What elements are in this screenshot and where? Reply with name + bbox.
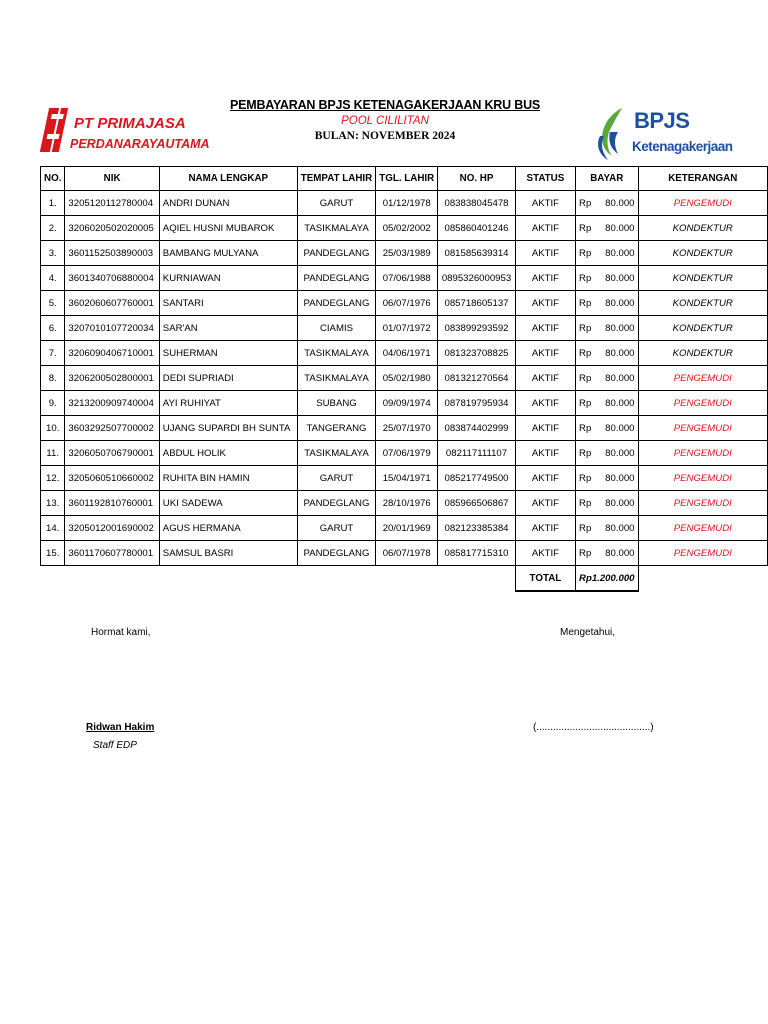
row-currency: Rp <box>579 547 592 559</box>
row-birthplace: TASIKMALAYA <box>297 366 375 391</box>
row-birthdate: 15/04/1971 <box>376 466 438 491</box>
row-nik: 3601340706880004 <box>65 266 159 291</box>
row-number: 6. <box>41 316 65 341</box>
row-name: DEDI SUPRIADI <box>159 366 297 391</box>
row-birthplace: CIAMIS <box>297 316 375 341</box>
row-number: 11. <box>41 441 65 466</box>
row-number: 4. <box>41 266 65 291</box>
signer-name: Ridwan Hakim <box>86 722 155 733</box>
col-header-birthdate: TGL. LAHIR <box>376 167 438 191</box>
row-payment <box>576 441 638 466</box>
row-birthplace: TASIKMALAYA <box>297 216 375 241</box>
row-amount: 80.000 <box>605 272 635 284</box>
row-amount: 80.000 <box>605 447 635 459</box>
row-currency: Rp <box>579 372 592 384</box>
row-status: AKTIF <box>515 366 575 391</box>
row-birthplace: PANDEGLANG <box>297 266 375 291</box>
row-status: AKTIF <box>515 416 575 441</box>
company-logo <box>40 104 210 160</box>
row-nik: 3205012001690002 <box>65 516 159 541</box>
row-currency: Rp <box>579 397 592 409</box>
row-phone: 085817715310 <box>438 541 516 566</box>
row-currency: Rp <box>579 222 592 234</box>
col-header-phone: NO. HP <box>438 167 516 191</box>
row-name: AQIEL HUSNI MUBAROK <box>159 216 297 241</box>
row-phone: 083874402999 <box>438 416 516 441</box>
row-phone: 087819795934 <box>438 391 516 416</box>
row-payment <box>576 191 638 216</box>
col-header-birthplace: TEMPAT LAHIR <box>297 167 375 191</box>
row-birthdate: 28/10/1976 <box>376 491 438 516</box>
row-number: 15. <box>41 541 65 566</box>
row-nik: 3213200909740004 <box>65 391 159 416</box>
col-header-name: NAMA LENGKAP <box>159 167 297 191</box>
row-currency: Rp <box>579 247 592 259</box>
bpjs-logo-tag: Ketenagakerjaan <box>632 139 733 154</box>
row-note: KONDEKTUR <box>638 291 768 316</box>
row-name: UJANG SUPARDI BH SUNTA <box>159 416 297 441</box>
row-status: AKTIF <box>515 316 575 341</box>
row-status: AKTIF <box>515 241 575 266</box>
row-nik: 3206200502800001 <box>65 366 159 391</box>
row-note: PENGEMUDI <box>638 191 768 216</box>
row-currency: Rp <box>579 272 592 284</box>
row-birthdate: 05/02/1980 <box>376 366 438 391</box>
row-nik: 3601170607780001 <box>65 541 159 566</box>
row-currency: Rp <box>579 447 592 459</box>
table-row <box>41 491 768 516</box>
signer-role: Staff EDP <box>93 740 137 751</box>
row-status: AKTIF <box>515 516 575 541</box>
row-nik: 3601152503890003 <box>65 241 159 266</box>
col-header-status: STATUS <box>515 167 575 191</box>
row-amount: 80.000 <box>605 422 635 434</box>
period-label: BULAN: NOVEMBER 2024 <box>314 130 456 142</box>
row-currency: Rp <box>579 297 592 309</box>
row-birthdate: 09/09/1974 <box>376 391 438 416</box>
left-greeting: Hormat kami, <box>91 627 151 638</box>
row-nik: 3602060607760001 <box>65 291 159 316</box>
row-amount: 80.000 <box>605 222 635 234</box>
table-row <box>41 191 768 216</box>
row-status: AKTIF <box>515 466 575 491</box>
row-birthplace: TASIKMALAYA <box>297 341 375 366</box>
row-birthdate: 07/06/1979 <box>376 441 438 466</box>
row-status: AKTIF <box>515 191 575 216</box>
table-row <box>41 266 768 291</box>
row-payment <box>576 491 638 516</box>
row-number: 8. <box>41 366 65 391</box>
row-amount: 80.000 <box>605 397 635 409</box>
row-currency: Rp <box>579 422 592 434</box>
row-name: ANDRI DUNAN <box>159 191 297 216</box>
table-row <box>41 441 768 466</box>
row-status: AKTIF <box>515 291 575 316</box>
row-birthplace: TANGERANG <box>297 416 375 441</box>
row-amount: 80.000 <box>605 497 635 509</box>
row-amount: 80.000 <box>605 347 635 359</box>
row-birthdate: 06/07/1976 <box>376 291 438 316</box>
row-payment <box>576 266 638 291</box>
row-payment <box>576 366 638 391</box>
bpjs-logo <box>592 106 732 162</box>
row-birthdate: 07/06/1988 <box>376 266 438 291</box>
row-birthplace: PANDEGLANG <box>297 241 375 266</box>
row-phone: 081585639314 <box>438 241 516 266</box>
row-payment <box>576 291 638 316</box>
row-payment <box>576 316 638 341</box>
row-amount: 80.000 <box>605 322 635 334</box>
row-currency: Rp <box>579 347 592 359</box>
row-name: RUHITA BIN HAMIN <box>159 466 297 491</box>
col-header-nik: NIK <box>65 167 159 191</box>
row-phone: 081321270564 <box>438 366 516 391</box>
row-amount: 80.000 <box>605 547 635 559</box>
row-nik: 3206020502020005 <box>65 216 159 241</box>
row-number: 1. <box>41 191 65 216</box>
row-note: PENGEMUDI <box>638 541 768 566</box>
row-note: PENGEMUDI <box>638 416 768 441</box>
row-birthdate: 06/07/1978 <box>376 541 438 566</box>
row-number: 5. <box>41 291 65 316</box>
row-nik: 3205120112780004 <box>65 191 159 216</box>
row-note: PENGEMUDI <box>638 516 768 541</box>
row-number: 14. <box>41 516 65 541</box>
row-name: SAR'AN <box>159 316 297 341</box>
row-name: SANTARI <box>159 291 297 316</box>
row-name: AYI RUHIYAT <box>159 391 297 416</box>
company-logo-line2: PERDANARAYAUTAMA <box>70 137 210 151</box>
row-birthplace: SUBANG <box>297 391 375 416</box>
row-nik: 3206050706790001 <box>65 441 159 466</box>
row-birthdate: 20/01/1969 <box>376 516 438 541</box>
row-note: KONDEKTUR <box>638 216 768 241</box>
table-row <box>41 216 768 241</box>
row-status: AKTIF <box>515 391 575 416</box>
row-phone: 0895326000953 <box>438 266 516 291</box>
row-status: AKTIF <box>515 341 575 366</box>
row-payment <box>576 416 638 441</box>
row-payment <box>576 391 638 416</box>
row-number: 12. <box>41 466 65 491</box>
row-currency: Rp <box>579 322 592 334</box>
row-phone: 081323708825 <box>438 341 516 366</box>
row-currency: Rp <box>579 497 592 509</box>
row-payment <box>576 541 638 566</box>
row-name: SAMSUL BASRI <box>159 541 297 566</box>
total-currency: Rp <box>579 572 592 584</box>
row-number: 9. <box>41 391 65 416</box>
row-note: PENGEMUDI <box>638 491 768 516</box>
row-birthplace: PANDEGLANG <box>297 491 375 516</box>
row-phone: 085860401246 <box>438 216 516 241</box>
row-payment <box>576 216 638 241</box>
row-payment <box>576 341 638 366</box>
total-value <box>576 566 638 592</box>
table-row <box>41 341 768 366</box>
row-name: UKI SADEWA <box>159 491 297 516</box>
row-phone: 083899293592 <box>438 316 516 341</box>
table-row <box>41 291 768 316</box>
row-currency: Rp <box>579 472 592 484</box>
total-label: TOTAL <box>515 566 575 592</box>
row-birthplace: PANDEGLANG <box>297 291 375 316</box>
row-note: PENGEMUDI <box>638 391 768 416</box>
row-payment <box>576 241 638 266</box>
row-note: PENGEMUDI <box>638 466 768 491</box>
total-row <box>41 566 768 592</box>
col-header-note: KETERANGAN <box>638 167 768 191</box>
row-name: SUHERMAN <box>159 341 297 366</box>
row-amount: 80.000 <box>605 197 635 209</box>
col-header-payment: BAYAR <box>576 167 638 191</box>
row-name: KURNIAWAN <box>159 266 297 291</box>
row-name: BAMBANG MULYANA <box>159 241 297 266</box>
table-row <box>41 541 768 566</box>
bpjs-logo-word: BPJS <box>634 108 690 133</box>
row-note: KONDEKTUR <box>638 341 768 366</box>
row-birthplace: GARUT <box>297 466 375 491</box>
row-nik: 3205060510660002 <box>65 466 159 491</box>
row-phone: 085217749500 <box>438 466 516 491</box>
row-birthdate: 01/12/1978 <box>376 191 438 216</box>
row-status: AKTIF <box>515 266 575 291</box>
table-row <box>41 316 768 341</box>
row-nik: 3603292507700002 <box>65 416 159 441</box>
row-amount: 80.000 <box>605 522 635 534</box>
row-amount: 80.000 <box>605 472 635 484</box>
table-header-row <box>41 167 768 191</box>
table-row <box>41 416 768 441</box>
row-amount: 80.000 <box>605 372 635 384</box>
row-name: AGUS HERMANA <box>159 516 297 541</box>
row-note: KONDEKTUR <box>638 266 768 291</box>
row-phone: 085718605137 <box>438 291 516 316</box>
row-birthdate: 01/07/1972 <box>376 316 438 341</box>
row-status: AKTIF <box>515 441 575 466</box>
row-phone: 082123385384 <box>438 516 516 541</box>
row-birthplace: GARUT <box>297 191 375 216</box>
row-note: PENGEMUDI <box>638 441 768 466</box>
row-phone: 085966506867 <box>438 491 516 516</box>
row-currency: Rp <box>579 197 592 209</box>
row-status: AKTIF <box>515 541 575 566</box>
approver-signature-blank: (.........................................) <box>533 722 654 733</box>
row-nik: 3601192810760001 <box>65 491 159 516</box>
title-block <box>220 98 550 142</box>
table-row <box>41 241 768 266</box>
col-header-no: NO. <box>41 167 65 191</box>
row-payment <box>576 466 638 491</box>
row-number: 7. <box>41 341 65 366</box>
row-currency: Rp <box>579 522 592 534</box>
row-number: 13. <box>41 491 65 516</box>
row-number: 2. <box>41 216 65 241</box>
company-logo-line1: PT PRIMAJASA <box>74 115 186 132</box>
total-amount: 1.200.000 <box>591 572 635 584</box>
row-note: KONDEKTUR <box>638 316 768 341</box>
row-amount: 80.000 <box>605 247 635 259</box>
row-nik: 3206090406710001 <box>65 341 159 366</box>
payment-table <box>40 166 768 592</box>
pool-subtitle: POOL CILILITAN <box>341 115 429 127</box>
row-status: AKTIF <box>515 491 575 516</box>
row-amount: 80.000 <box>605 297 635 309</box>
table-row <box>41 516 768 541</box>
row-nik: 3207010107720034 <box>65 316 159 341</box>
table-row <box>41 366 768 391</box>
row-note: KONDEKTUR <box>638 241 768 266</box>
row-phone: 083838045478 <box>438 191 516 216</box>
row-birthdate: 04/06/1971 <box>376 341 438 366</box>
row-payment <box>576 516 638 541</box>
row-phone: 082117111107 <box>438 441 516 466</box>
row-note: PENGEMUDI <box>638 366 768 391</box>
row-status: AKTIF <box>515 216 575 241</box>
right-greeting: Mengetahui, <box>560 627 616 638</box>
row-birthdate: 05/02/2002 <box>376 216 438 241</box>
row-number: 10. <box>41 416 65 441</box>
row-name: ABDUL HOLIK <box>159 441 297 466</box>
row-birthplace: PANDEGLANG <box>297 541 375 566</box>
document-title: PEMBAYARAN BPJS KETENAGAKERJAAN KRU BUS <box>229 98 541 112</box>
row-birthplace: TASIKMALAYA <box>297 441 375 466</box>
row-number: 3. <box>41 241 65 266</box>
row-birthdate: 25/07/1970 <box>376 416 438 441</box>
table-row <box>41 391 768 416</box>
table-row <box>41 466 768 491</box>
row-birthplace: GARUT <box>297 516 375 541</box>
row-birthdate: 25/03/1989 <box>376 241 438 266</box>
